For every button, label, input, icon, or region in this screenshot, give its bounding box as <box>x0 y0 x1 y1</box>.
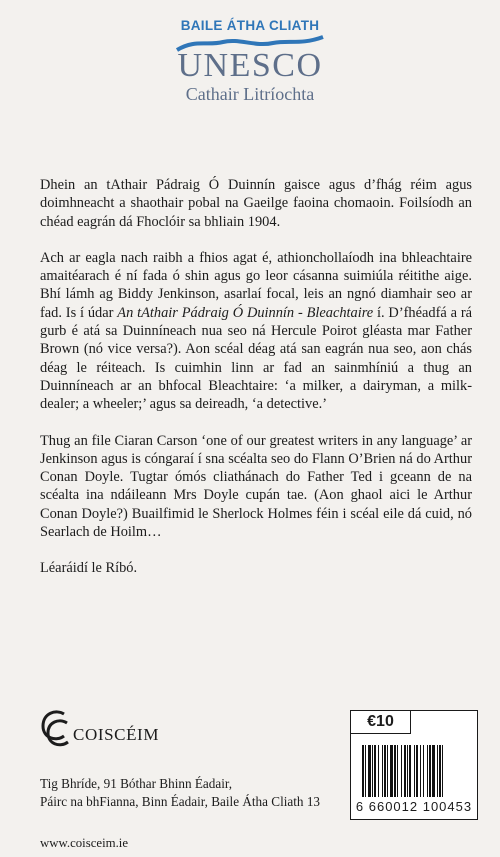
publisher-website: www.coisceim.ie <box>40 836 129 850</box>
org-subtitle: Cathair Litríochta <box>185 84 315 104</box>
address-line-2: Páirc na bhFianna, Binn Éadair, Baile Átha Cliath 13 <box>40 794 321 810</box>
blurb <box>40 176 472 596</box>
unesco-logo <box>170 10 330 105</box>
org-name: UNESCO <box>177 47 323 84</box>
address-line-1: Tig Bhríde, 91 Bóthar Bhinn Éadair, <box>40 776 233 791</box>
paragraph-2-intro: Ach ar eagla nach raibh a fhios agat é, athionchollaíodh ina bhleachtaire amaitéarach é ní fada ó shin agus go leor cásanna suimiúla réitithe aige. Bhí lámh ag Biddy Jenkinson, asarlaí focal, leis an ngnó diamhair seo ar fad. Is í údar <box>40 249 472 321</box>
paragraph-3: Thug an file Ciaran Carson ‘one of our greatest writers in any language’ ar Jenkinson agus is cóngaraí í sna scéalta seo do Flann O’Brien ná do Arthur Conan Doyle. Tugtar ómós cliathánach do Father Ted i gceann de na scéalta ina ndáileann Mrs Doyle cupán tae. (Aon ghaol aici le Arthur Conan Doyle?) Buailfimid le Sherlock Holmes féin i scéal eile dá cuid, nó Searlach de Hoilm… <box>40 432 472 541</box>
publisher-address <box>40 775 320 812</box>
paragraph-1: Dhein an tAthair Pádraig Ó Duinnín gaisce agus d’fhág réim agus doimhneacht a shaothair pobal na Gaeilge faoina chomaoin. Foilsíodh an chéad eagrán dá Fhoclóir sa bhliain 1904. <box>40 177 472 230</box>
illustrator-credit: Léaráidí le Ríbó. <box>40 560 138 577</box>
price-tag: €10 <box>351 711 411 734</box>
barcode-digits: 6 660012 100453 <box>355 799 473 814</box>
publisher-name: COISCÉIM <box>73 725 160 744</box>
coisceim-logo-icon <box>38 708 72 750</box>
paragraph-2 <box>40 249 472 414</box>
price-barcode-label <box>350 710 478 820</box>
barcode-icon <box>362 745 466 797</box>
paragraph-2-rest: í. D’fhéadfá a rá gurb é atá sa Duinníneach nua seo ná Hercule Poirot gléasta mar Father Brown (nó vice versa?). Aon scéal déag atá san eagrán nua seo, aon chás déag le réiteach. Is cuimhin linn ar fad an sainmhíniú a thug an Duinníneach ar an bhfocal Bleachtaire: ‘a milker, a dairyman, a milk-dealer; a wheeler;’ agus sa deireadh, ‘a detective.’ <box>40 304 472 413</box>
publisher-logo <box>38 708 159 750</box>
publisher-block <box>38 708 159 750</box>
city-label: BAILE ÁTHA CLIATH <box>180 18 320 33</box>
book-title: An tAthair Pádraig Ó Duinnín - Bleachtaire <box>117 304 374 321</box>
